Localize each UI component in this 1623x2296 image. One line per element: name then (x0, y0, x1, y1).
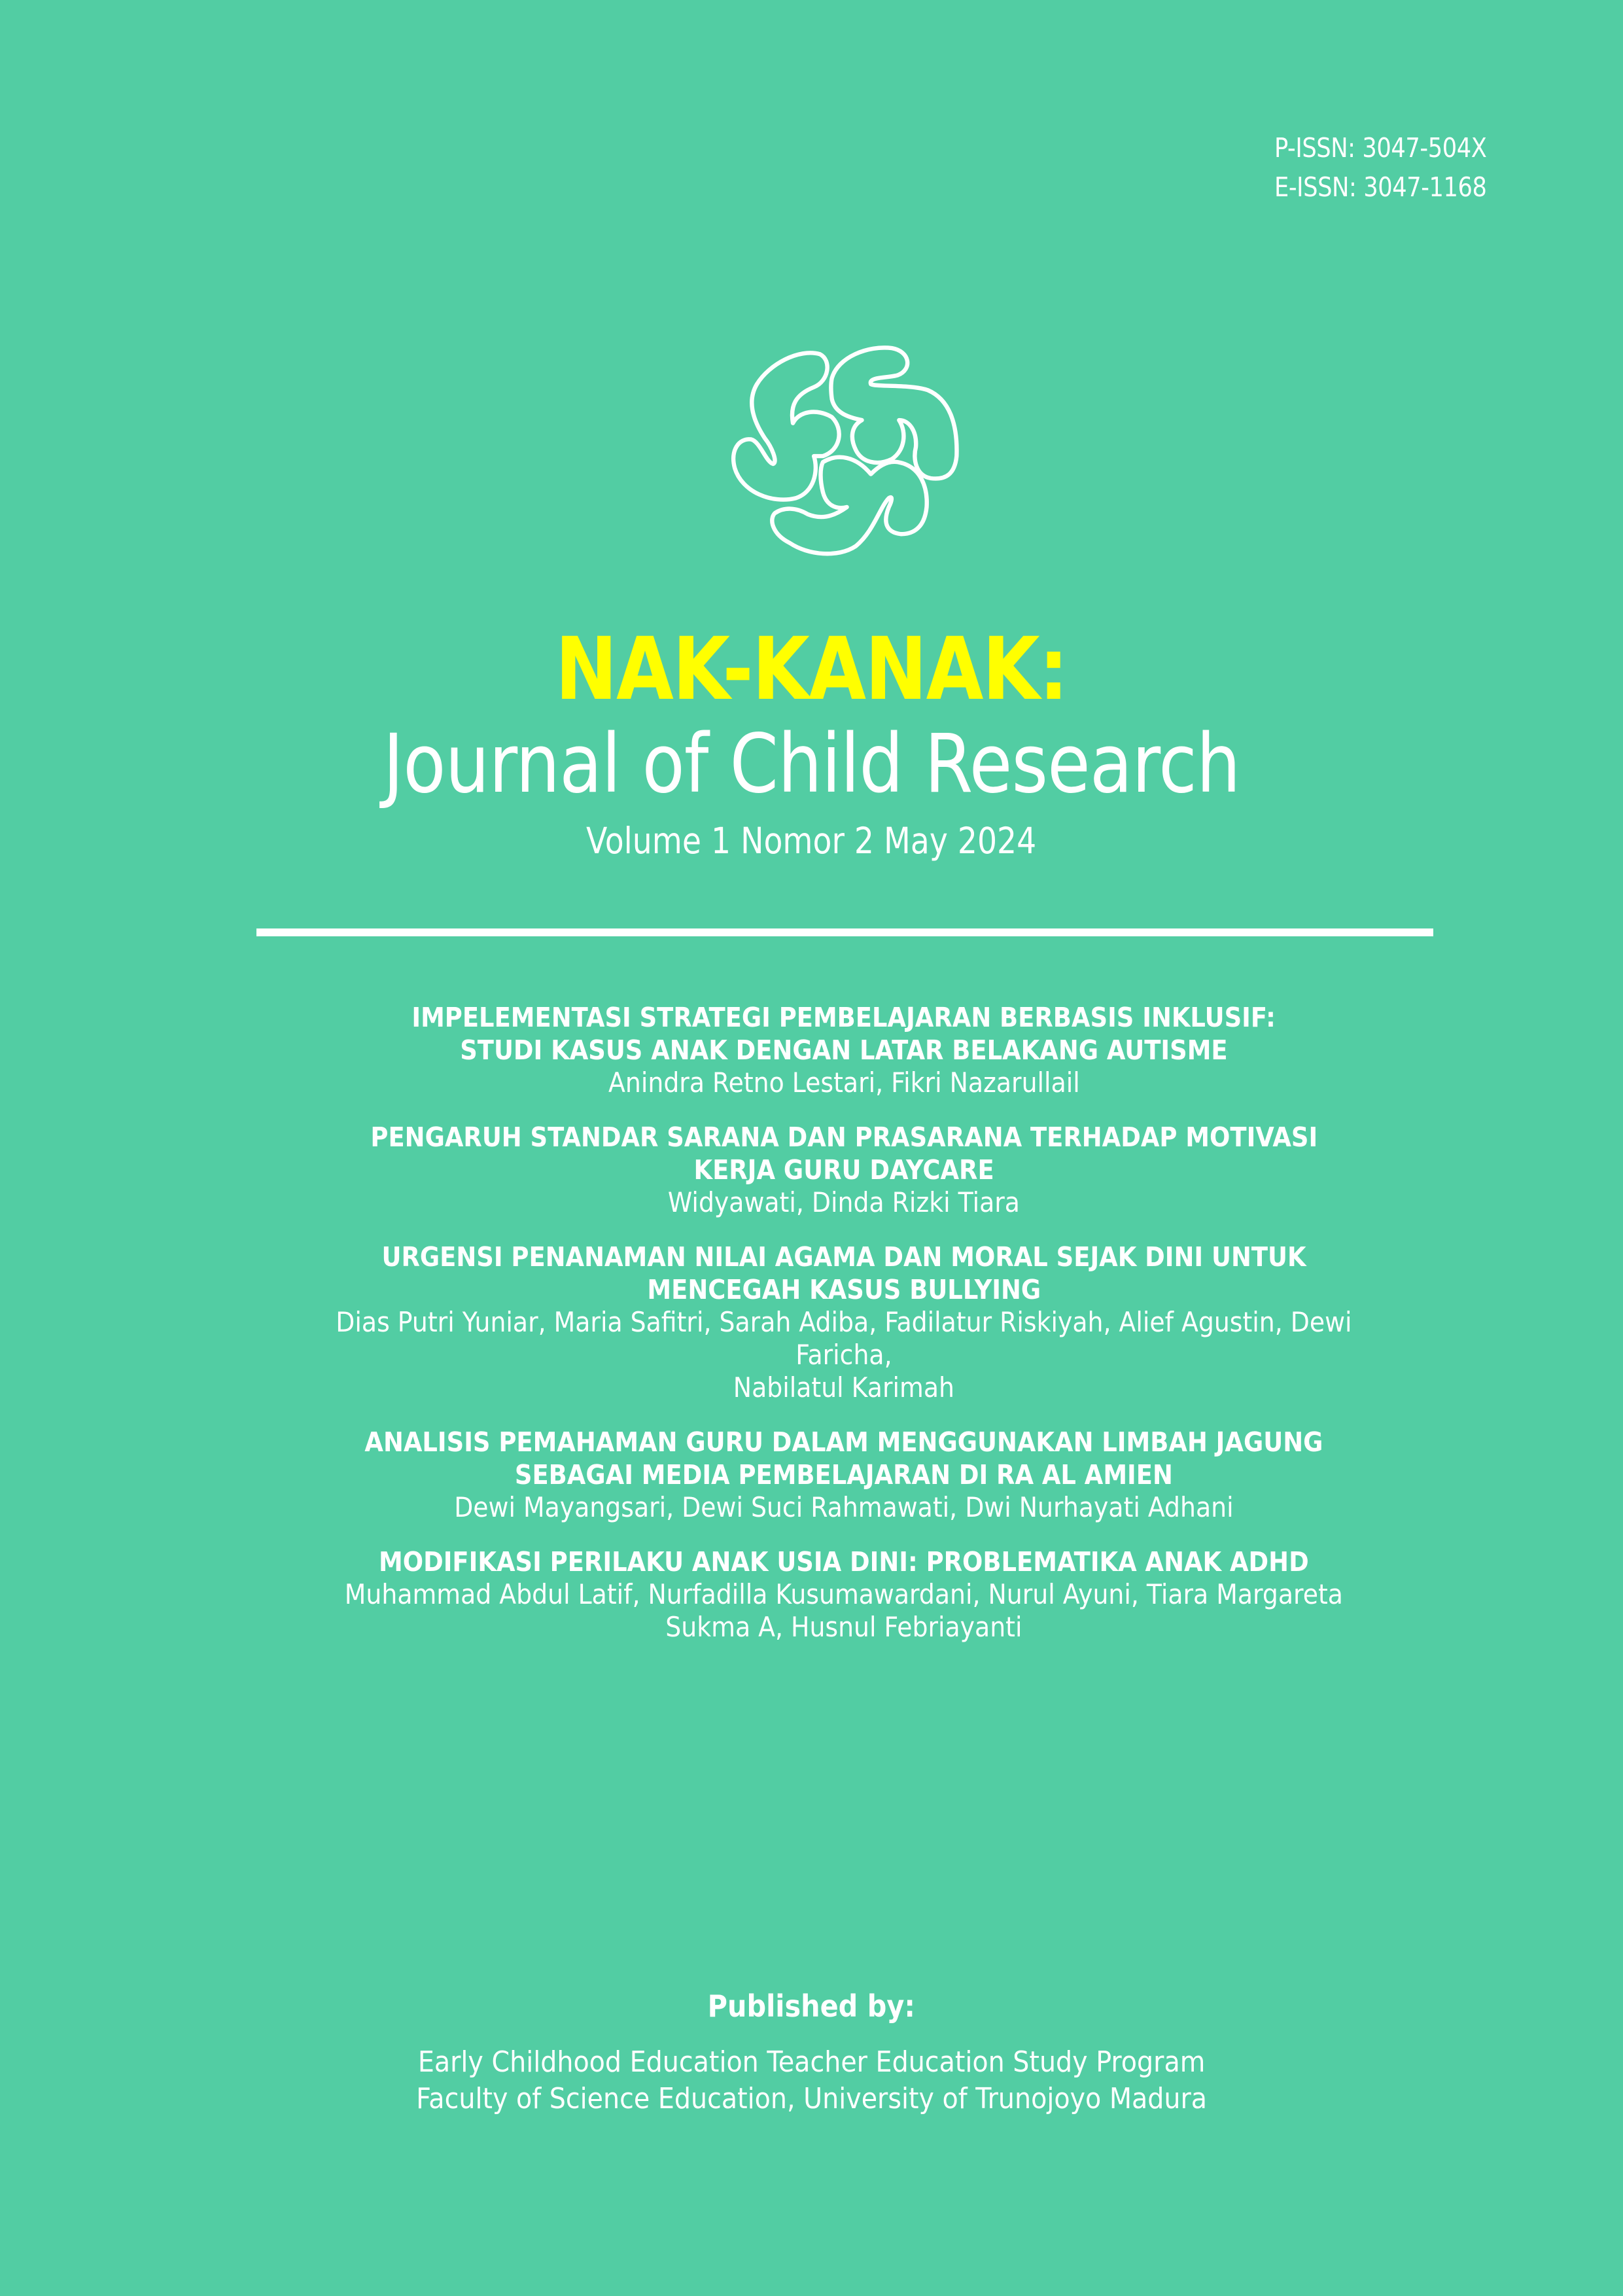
publisher-block (0, 1987, 1623, 2117)
issn-block (1274, 128, 1487, 207)
article-title: ANALISIS PEMAHAMAN GURU DALAM MENGGUNAKAN LIMBAH JAGUNG SEBAGAI MEDIA PEMBELAJARAN DI RA AL AMIEN (364, 1426, 1323, 1491)
journal-subtitle: Journal of Child Research (383, 717, 1240, 811)
article-item (249, 1426, 1439, 1524)
divider-rule (256, 928, 1433, 936)
article-authors: Widyawati, Dinda Rizki Tiara (667, 1186, 1021, 1218)
issue-info: Volume 1 Nomor 2 May 2024 (586, 820, 1037, 862)
article-authors: Anindra Retno Lestari, Fikri Nazarullail (608, 1067, 1080, 1099)
publisher-faculty: Faculty of Science Education, University of Trunojoyo Madura (416, 2082, 1207, 2115)
print-issn: P-ISSN: 3047-504X (1274, 132, 1487, 164)
article-item (249, 1545, 1439, 1644)
electronic-issn: E-ISSN: 3047-1168 (1274, 171, 1487, 203)
journal-name: NAK-KANAK: (555, 619, 1068, 720)
article-item (249, 1121, 1439, 1219)
article-item (249, 1241, 1439, 1404)
publisher-label: Published by: (707, 1988, 916, 2024)
article-list (249, 1001, 1439, 1665)
article-authors: Dias Putri Yuniar, Maria Safitri, Sarah Adiba, Fadilatur Riskiyah, Alief Agustin, Dewi Faricha, Nabilatul Karimah (336, 1306, 1352, 1404)
article-title: URGENSI PENANAMAN NILAI AGAMA DAN MORAL SEJAK DINI UNTUK MENCEGAH KASUS BULLYING (381, 1241, 1306, 1305)
article-title: IMPELEMENTASI STRATEGI PEMBELAJARAN BERBASIS INKLUSIF: STUDI KASUS ANAK DENGAN LATAR BELAKANG AUTISME (411, 1002, 1276, 1066)
article-authors: Muhammad Abdul Latif, Nurfadilla Kusumawardani, Nurul Ayuni, Tiara Margareta Sukma A, Husnul Febriayanti (344, 1578, 1344, 1643)
swirl-flower-logo-icon (716, 327, 971, 579)
article-authors: Dewi Mayangsari, Dewi Suci Rahmawati, Dwi Nurhayati Adhani (454, 1491, 1234, 1523)
article-title: MODIFIKASI PERILAKU ANAK USIA DINI: PROBLEMATIKA ANAK ADHD (379, 1546, 1309, 1578)
publisher-program: Early Childhood Education Teacher Education Study Program (417, 2045, 1206, 2079)
article-item (249, 1001, 1439, 1099)
article-title: PENGARUH STANDAR SARANA DAN PRASARANA TERHADAP MOTIVASI KERJA GURU DAYCARE (370, 1122, 1318, 1186)
